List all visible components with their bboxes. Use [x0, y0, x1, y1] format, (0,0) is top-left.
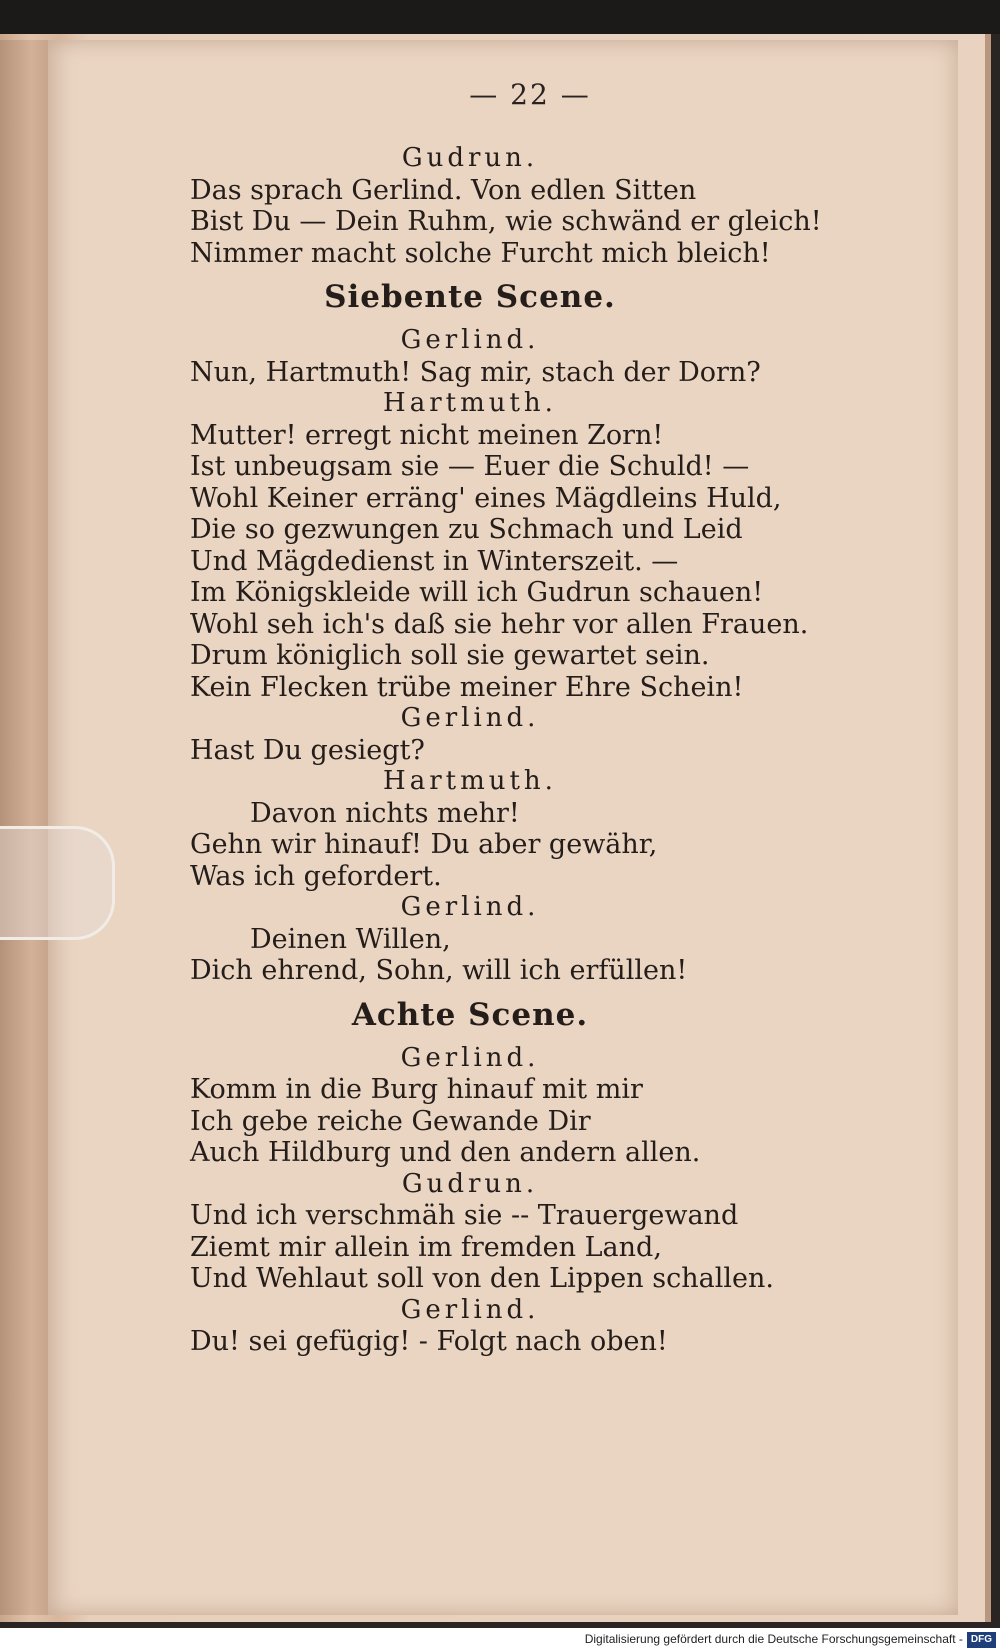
- footer-text: Digitalisierung gefördert durch die Deutsche Forschungsgemeinschaft -: [584, 1632, 963, 1646]
- verse-line: Was ich gefordert.: [190, 860, 442, 892]
- verse-line: Im Königskleide will ich Gudrun schauen!: [190, 577, 764, 608]
- verse-line: Auch Hildburg und den andern allen.: [190, 1137, 701, 1168]
- page-clip: [0, 826, 115, 940]
- verse-line: Und Wehlaut soll von den Lippen schallen.: [190, 1263, 774, 1294]
- speaker-name: Gerlind.: [400, 1294, 540, 1325]
- verse-line: Komm in die Burg hinauf mit mir: [190, 1074, 643, 1105]
- verse-line: Nimmer macht solche Furcht mich bleich!: [190, 237, 771, 269]
- scan-background: [0, 0, 1000, 34]
- verse-line: Die so gezwungen zu Schmach und Leid: [190, 514, 743, 545]
- verse-line: Mutter! erregt nicht meinen Zorn!: [190, 419, 664, 451]
- scene-heading: Siebente Scene.: [324, 279, 616, 315]
- dfg-logo: DFG: [967, 1632, 996, 1648]
- speaker-name: Gerlind.: [400, 325, 540, 355]
- verse-line: Und ich verschmäh sie -- Trauergewand: [190, 1200, 739, 1231]
- speaker-name: Gerlind.: [400, 892, 540, 922]
- scene-heading: Achte Scene.: [351, 996, 589, 1033]
- verse-line: Das sprach Gerlind. Von edlen Sitten: [190, 174, 697, 206]
- digitization-footer: [0, 1628, 1000, 1651]
- verse-line: Drum königlich soll sie gewartet sein.: [190, 640, 710, 671]
- verse-line: Und Mägdedienst in Winterszeit. —: [190, 545, 679, 577]
- speaker-name: Hartmuth.: [383, 388, 557, 418]
- verse-line: Wohl seh ich's daß sie hehr vor allen Frauen.: [190, 608, 809, 640]
- speaker-name: Gerlind.: [400, 1042, 540, 1073]
- verse-line: Davon nichts mehr!: [250, 797, 520, 829]
- verse-line: Ich gebe reiche Gewande Dir: [190, 1105, 591, 1137]
- verse-line: Wohl Keiner erräng' eines Mägdleins Huld,: [190, 482, 782, 514]
- verse-line: Gehn wir hinauf! Du aber gewähr,: [190, 829, 658, 860]
- speaker-name: Hartmuth.: [383, 766, 557, 796]
- page-number: — 22 —: [469, 78, 591, 111]
- verse-line: Deinen Willen,: [250, 923, 451, 955]
- verse-line: Bist Du — Dein Ruhm, wie schwänd er gleich!: [190, 206, 822, 237]
- verse-line: Du! sei gefügig! - Folgt nach oben!: [190, 1326, 668, 1357]
- verse-line: Hast Du gesiegt?: [190, 734, 425, 766]
- verse-line: Ziemt mir allein im fremden Land,: [190, 1231, 662, 1263]
- verse-line: Ist unbeugsam sie — Euer die Schuld! —: [190, 451, 750, 482]
- speaker-name: Gudrun.: [401, 143, 539, 173]
- speaker-name: Gudrun.: [401, 1168, 539, 1199]
- verse-line: Dich ehrend, Sohn, will ich erfüllen!: [190, 955, 688, 986]
- verse-line: Nun, Hartmuth! Sag mir, stach der Dorn?: [190, 356, 761, 388]
- verse-line: Kein Flecken trübe meiner Ehre Schein!: [190, 671, 744, 703]
- play-text: [170, 143, 890, 1358]
- speaker-name: Gerlind.: [400, 703, 540, 733]
